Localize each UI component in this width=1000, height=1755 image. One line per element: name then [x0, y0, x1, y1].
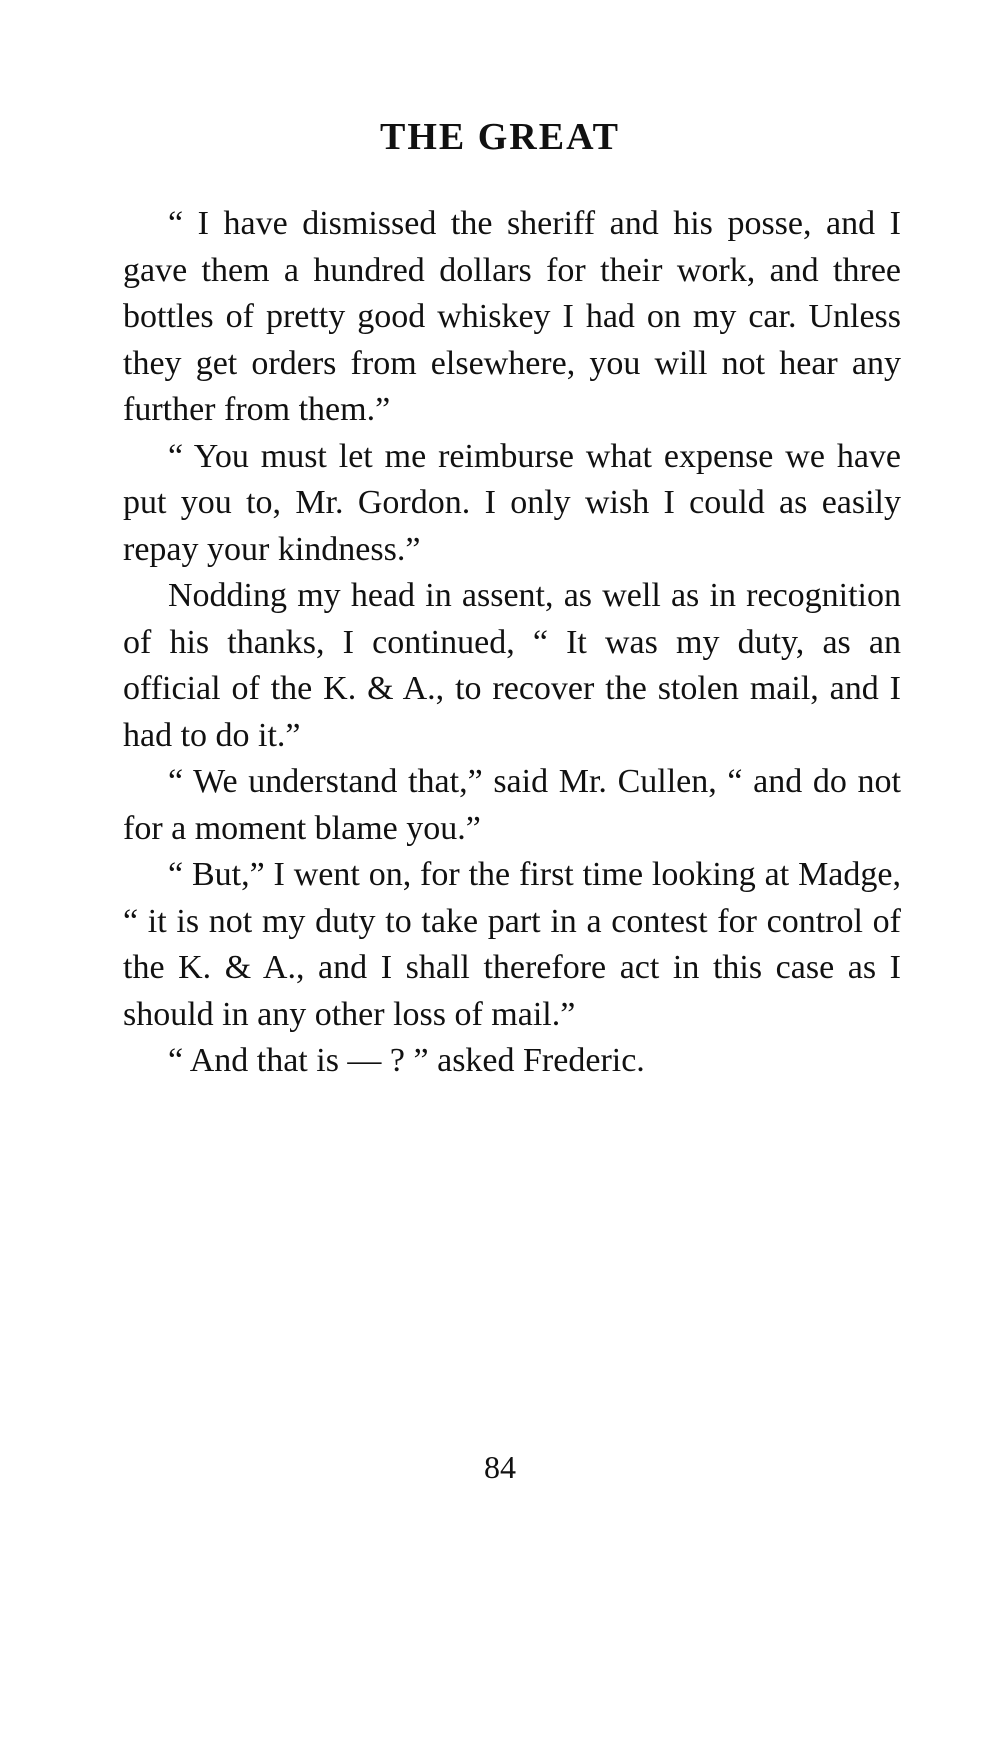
paragraph-5: “ But,” I went on, for the first time looking at Madge, “ it is not my duty to take part in a contest for control of the K. & A., and I shall therefore act in this case as I should in any other loss of mail.” [123, 856, 901, 1033]
paragraph-4: “ We understand that,” said Mr. Cullen, “ and do not for a moment blame you.” [123, 763, 901, 847]
running-head: THE GREAT [379, 116, 621, 158]
paragraph-3: Nodding my head in assent, as well as in recognition of his thanks, I continued, “ It was my duty, as an official of the K. & A., to recover the stolen mail, and I had to do it.” [123, 577, 901, 754]
paragraph-1: “ I have dismissed the sheriff and his posse, and I gave them a hundred dollars for their work, and three bottles of pretty good whiskey I had on my car. Unless they get orders from elsewhere, you will not hear any further from them.” [123, 205, 901, 428]
body-text [123, 201, 901, 1085]
paragraph-2: “ You must let me reimburse what expense we have put you to, Mr. Gordon. I only wish I could as easily repay your kindness.” [123, 437, 901, 568]
page-number: 84 [484, 1449, 516, 1485]
paragraph-6: “ And that is — ? ” asked Frederic. [168, 1042, 645, 1079]
